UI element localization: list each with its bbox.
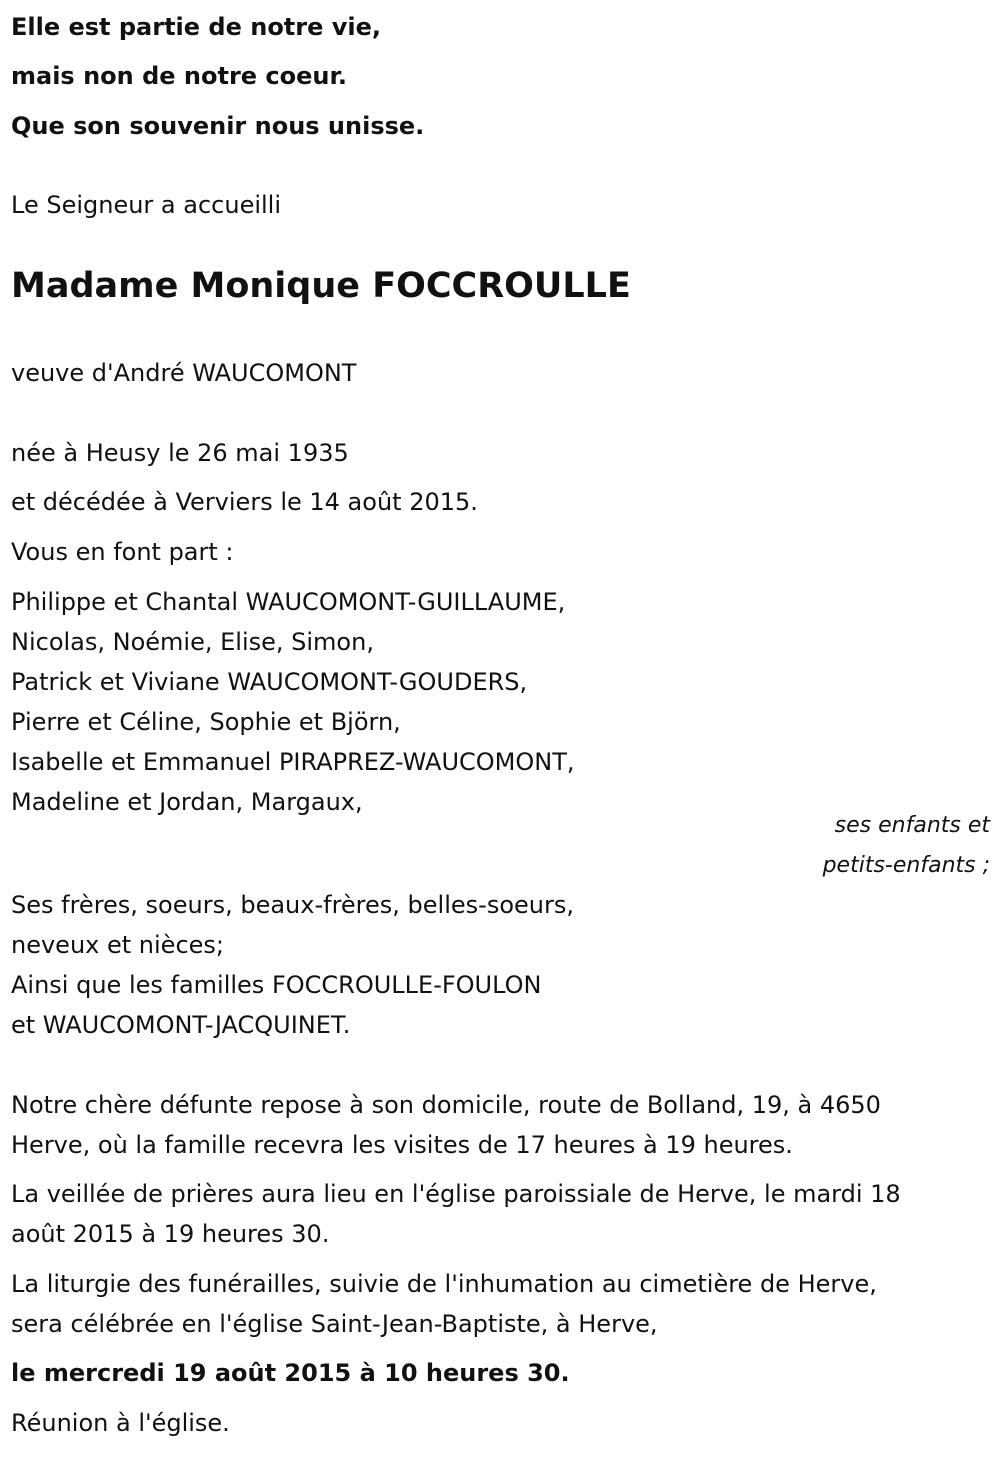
intro-text: Le Seigneur a accueilli [11, 191, 282, 219]
funeral-info-line-2: sera célébrée en l'église Saint-Jean-Baptiste, à Herve, [11, 1310, 658, 1338]
epigraph-line-1: Elle est partie de notre vie, [11, 13, 382, 41]
deceased-name: Madame Monique FOCCROULLE [11, 266, 631, 306]
family-others-line-2: neveux et nièces; [11, 931, 224, 959]
rest-info-line-2: Herve, où la famille recevra les visites de 17 heures à 19 heures. [11, 1131, 793, 1159]
family-children-line-4: Pierre et Céline, Sophie et Björn, [11, 708, 401, 736]
rest-info-line-1: Notre chère défunte repose à son domicile, route de Bolland, 19, à 4650 [11, 1091, 881, 1119]
funeral-info-line-1: La liturgie des funérailles, suivie de l'inhumation au cimetière de Herve, [11, 1270, 877, 1298]
announce-text: Vous en font part : [11, 538, 234, 566]
family-children-line-1: Philippe et Chantal WAUCOMONT-GUILLAUME, [11, 588, 566, 616]
birth-info: née à Heusy le 26 mai 1935 [11, 439, 349, 467]
funeral-date: le mercredi 19 août 2015 à 10 heures 30. [11, 1359, 570, 1387]
family-others-line-3: Ainsi que les familles FOCCROULLE-FOULON [11, 971, 542, 999]
family-children-line-2: Nicolas, Noémie, Elise, Simon, [11, 628, 374, 656]
family-children-line-6: Madeline et Jordan, Margaux, [11, 788, 363, 816]
vigil-info-line-1: La veillée de prières aura lieu en l'église paroissiale de Herve, le mardi 18 [11, 1180, 901, 1208]
epigraph-line-3: Que son souvenir nous unisse. [11, 112, 425, 140]
death-info: et décédée à Verviers le 14 août 2015. [11, 488, 478, 516]
family-others-line-4: et WAUCOMONT-JACQUINET. [11, 1011, 351, 1039]
widow-of: veuve d'André WAUCOMONT [11, 359, 357, 387]
family-others-line-1: Ses frères, soeurs, beaux-frères, belles-soeurs, [11, 891, 574, 919]
family-children-line-5: Isabelle et Emmanuel PIRAPREZ-WAUCOMONT, [11, 748, 575, 776]
epigraph-line-2: mais non de notre coeur. [11, 62, 348, 90]
children-label-line-1: ses enfants et [834, 813, 990, 838]
family-children-line-3: Patrick et Viviane WAUCOMONT-GOUDERS, [11, 668, 528, 696]
vigil-info-line-2: août 2015 à 19 heures 30. [11, 1220, 330, 1248]
children-label-line-2: petits-enfants ; [822, 853, 990, 878]
meeting-info: Réunion à l'église. [11, 1409, 230, 1437]
